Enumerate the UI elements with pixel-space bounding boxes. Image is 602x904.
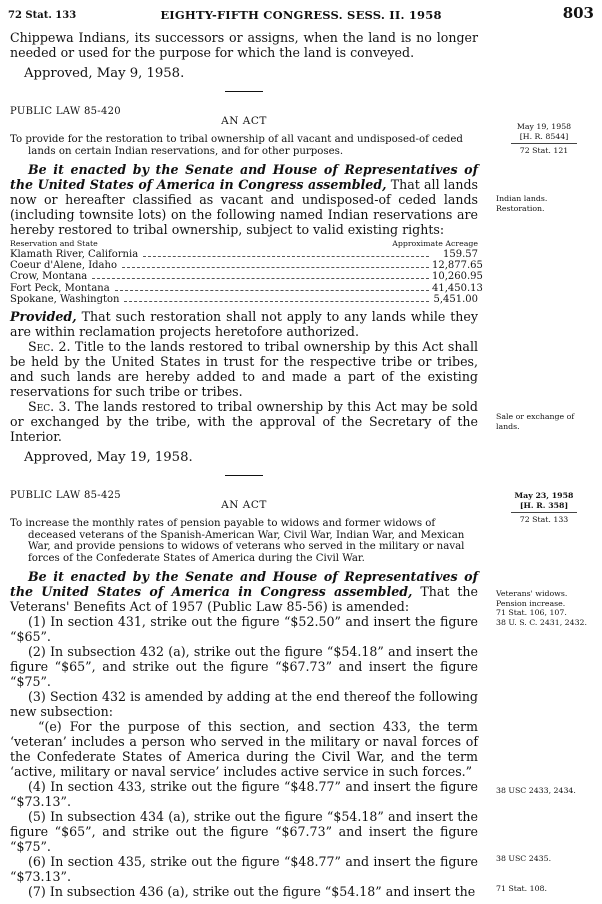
leader-dots [124,301,429,302]
reservation-table [10,239,483,305]
margin-note: Restoration. [496,203,545,213]
reservation-name: Spokane, Washington [10,293,120,305]
table-row [10,260,483,272]
margin-note: Veterans' widows. [496,589,568,598]
amendment-item-6: (6) In section 435, strike out the figure “$48.77” and insert the figure “$73.13”. [10,854,478,885]
table-row [10,249,478,260]
amendment-item-5: (5) In subsection 434 (a), strike out the figure “$54.18” and insert the figure “$65”, and strike out the figure “$67.73” and insert the figure “$75”. [10,809,478,855]
enacting-italic: Be it enacted by the Senate and House of Representatives of the United States of America in Congress assembled, [10,569,478,600]
law-85-420-sec-2 [10,339,478,399]
margin-note: 38 USC 2433, 2434. [496,786,576,795]
margin-bill: [H. R. 8544] [519,131,569,141]
act-title: AN ACT [221,115,267,127]
margin-law-85-425-citation [492,491,596,525]
reservation-name: Crow, Montana [10,271,88,283]
section-text: Title to the lands restored to tribal ownership by this Act shall be held by the United States in trust for the respective tribe or tribes, and such lands are hereby added to and made a part of the existing reservations for such tribe or tribes. [10,339,478,400]
law-85-420-sec-3 [10,399,478,444]
enacting-rest: That all lands now or hereafter classified as vacant and undisposed-of ceded lands (including townsite lots) on the following named Indian reservations are hereby restored to tribal ownership, subject to valid existing rights: [10,177,478,237]
proviso-rest: That such restoration shall not apply to any lands while they are within reclamation projects heretofore authorized. [10,309,478,340]
table-row [10,282,483,294]
margin-note: Pension increase. [496,598,566,608]
margin-sale-exchange [496,412,600,431]
reservation-name: Klamath River, California [10,249,139,260]
acreage-value: 10,260.95 [432,271,483,283]
amendment-item-3: (3) Section 432 is amended by adding at the end thereof the following new subsection: [10,689,478,720]
table-header [10,239,478,249]
section-label: Sec. 2. [28,339,71,355]
reservation-name: Coeur d'Alene, Idaho [10,260,117,272]
margin-71-stat-108 [496,884,600,894]
section-label: Sec. 3. [28,399,71,415]
law-85-420-purpose: To provide for the restoration to tribal ownership of all vacant and undisposed-of ceded lands on certain Indian reservations, and for other purposes. [10,134,463,157]
carryover-text: Chippewa Indians, its successors or assigns, when the land is no longer needed or used for the purpose for which the land is conveyed. [10,30,478,60]
law-85-420-heading [10,102,478,130]
acreage-value: 12,877.65 [432,260,483,272]
law-85-425-heading [10,486,478,514]
reservation-name: Fort Peck, Montana [10,282,110,294]
margin-note: 38 U. S. C. 2431, 2432. [496,617,587,627]
approved-may-9: Approved, May 9, 1958. [24,66,185,81]
act-title: AN ACT [221,499,267,512]
amendment-item-7: (7) In subsection 436 (a), strike out the figure “$54.18” and insert the [28,884,476,900]
column-reservation: Reservation and State [10,239,98,248]
proviso-italic: Provided, [10,309,77,325]
acreage-value: 5,451.00 [433,293,478,305]
section-rule [225,91,263,92]
amendment-subsection-e: “(e) For the purpose of this section, and section 433, the term ‘veteran’ includes a person who served in the military or naval forces of the Confederate States of America during the Civil War, and the term ‘active, military or naval service’ includes active service in such forces.” [10,719,478,780]
margin-bill: [H. R. 358] [519,500,569,510]
table-row [10,271,483,283]
header-stat-ref: 72 Stat. 133 [8,10,77,21]
margin-stat: 72 Stat. 133 [519,515,569,524]
leader-dots [122,267,429,268]
margin-38-usc-2433 [496,786,600,796]
amendment-item-2: (2) In subsection 432 (a), strike out the figure “$54.18” and insert the figure “$65”, and strike out the figure “$67.73” and insert the figure “$75”. [10,644,478,690]
enacting-italic: Be it enacted by the Senate and House of Representatives of the United States of America in Congress assembled, [10,162,478,192]
margin-law-85-420-citation [492,122,596,156]
law-85-425-enacting-clause [10,569,478,614]
section-text: The lands restored to tribal ownership by this Act may be sold or exchanged by the tribe, with the approval of the Secretary of the Interior. [10,399,478,445]
acreage-value: 159.57 [443,249,478,260]
page-header [8,4,594,26]
margin-note: 71 Stat. 108. [496,884,547,893]
approved-may-19: Approved, May 19, 1958. [24,450,193,466]
public-law-number: PUBLIC LAW 85-425 [10,490,121,502]
main-column [10,30,483,900]
section-rule [225,475,263,476]
leader-dots [143,256,429,257]
public-law-number: PUBLIC LAW 85-420 [10,106,121,117]
leader-dots [92,278,429,279]
leader-dots [115,290,429,291]
column-acreage: Approximate Acreage [392,239,478,248]
amendment-item-1: (1) In section 431, strike out the figure “$52.50” and insert the figure “$65”. [10,614,478,645]
margin-veterans-widows [496,589,600,627]
law-85-420-proviso [10,309,478,339]
law-85-425-purpose: To increase the monthly rates of pension payable to widows and former widows of deceased veterans of the Spanish-American War, Civil War, Indian War, and Mexican War, and provide pensions to widows of veterans who served in the military or naval forces of the Confederate States of America during the Civil War. [10,518,465,564]
margin-indian-lands [496,194,600,213]
page-number: 803 [562,4,594,22]
law-85-420-enacting-clause [10,162,478,237]
header-running-title: EIGHTY-FIFTH CONGRESS. SESS. II. 1958 [160,8,442,22]
margin-date: May 19, 1958 [516,122,572,131]
amendment-item-4: (4) In section 433, strike out the figure “$48.77” and insert the figure “$73.13”. [10,779,478,810]
margin-note: Sale or exchange of lands. [496,412,575,431]
enacting-rest: That the Veterans' Benefits Act of 1957 (Public Law 85-56) is amended: [10,584,478,615]
margin-rule [511,143,577,144]
margin-note: Indian lands. [496,194,548,203]
margin-note: 38 USC 2435. [496,854,552,863]
margin-stat: 72 Stat. 121 [519,146,569,155]
margin-rule [511,512,577,513]
table-row [10,294,478,305]
margin-date: May 23, 1958 [514,491,574,500]
margin-38-usc-2435 [496,854,600,864]
acreage-value: 41,450.13 [432,282,483,294]
margin-note: 71 Stat. 106, 107. [496,608,567,617]
